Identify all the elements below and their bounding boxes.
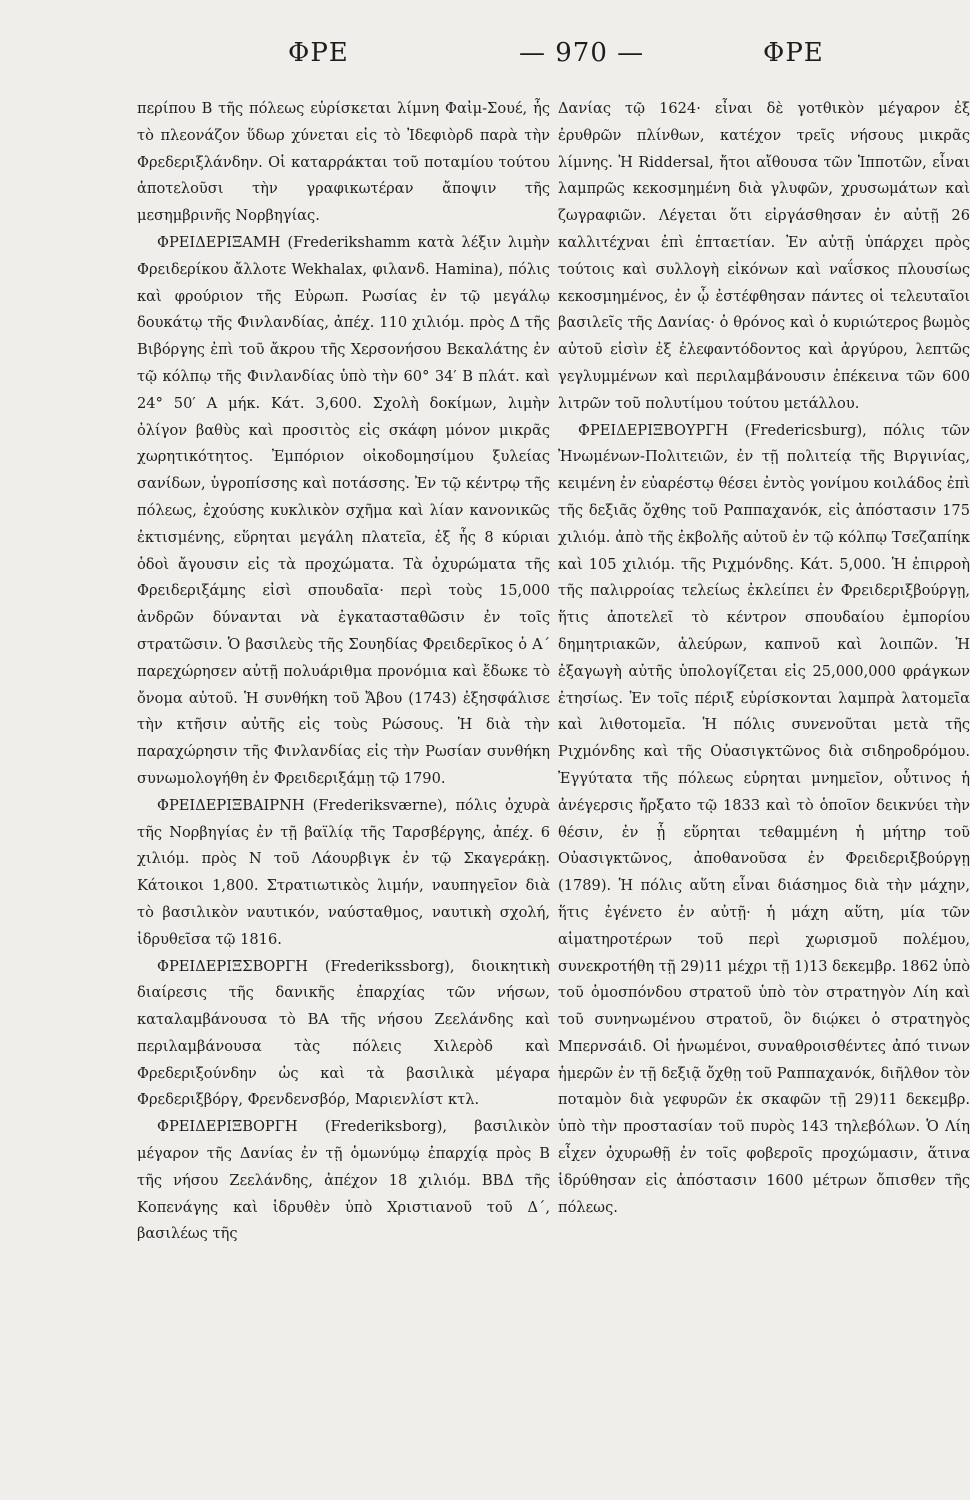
entry-frederiksvaerne: ΦΡΕΙΔΕΡΙΞΒΑΙΡΝΗ (Frederiksværne), πόλις ὀχυρὰ τῆς Νορβηγίας ἐν τῇ βαϊλίᾳ τῆς Ταρσβέργης, ἀπέχ. 6 χιλιόμ. πρὸς Ν τοῦ Λάουρβιγκ ἐν τῷ Σκαγεράκῃ. Κάτοικοι 1,800. Στρατιωτικὸς λιμήν, ναυπηγεῖον διὰ τὸ βασιλικὸν ναυτικόν, ναύσταθμος, ναυτικὴ σχολή, ἱδρυθεῖσα τῷ 1816. bbox=[137, 796, 550, 948]
entry-fredericksburg: ΦΡΕΙΔΕΡΙΞΒΟΥΡΓΗ (Fredericsburg), πόλις τῶν Ἠνωμένων-Πολιτειῶν, ἐν τῇ πολιτείᾳ τῆς Βιργινίας, κειμένη ἐν εὐαρέστῳ θέσει ἐντὸς γονίμου κοιλάδος ἐπὶ τῆς δεξιᾶς ὄχθης τοῦ Ραππαχανόκ, εἰς ἀπόστασιν 175 χιλιόμ. ἀπὸ τῆς ἐκβολῆς αὐτοῦ ἐν τῷ κόλπῳ Τσεζαπίηκ καὶ 105 χιλιόμ. τῆς Ριχμόνδης. Κάτ. 5,000. Ἡ ἐπιρροὴ τῆς παλιρροίας τελείως ἐκλείπει ἐν Φρειδεριξβούργῃ, ἥτις ἀποτελεῖ τὸ κέντρον σπουδαίου ἐμπορίου δημητριακῶν, ἀλεύρων, καπνοῦ καὶ λοιπῶν. Ἡ ἐξαγωγὴ αὐτῆς ὑπολογίζεται εἰς 25,000,000 φράγκων ἐτησίως. Ἐν τοῖς πέριξ εὑρίσκονται λαμπρὰ λατομεῖα καὶ λιθοτομεῖα. Ἡ πόλις συνενοῦται μετὰ τῆς Ριχμόνδης καὶ τῆς Οὐασιγκτῶνος διὰ σιδηροδρόμου. Ἐγγύτατα τῆς πόλεως εὑρηται μνημεῖον, οὗτινος ἡ ἀνέγερσις ἤρξατο τῷ 1833 καὶ τὸ ὁποῖον δεικνύει τὴν θέσιν, ἐν ᾗ εὕρηται τεθαμμένη ἡ μήτηρ τοῦ Οὐασιγκτῶνος, ἀποθανοῦσα ἐν Φρειδεριξβούργῃ (1789). Ἡ πόλις αὕτη εἶναι διάσημος διὰ τὴν μάχην, ἥτις ἐγένετο ἐν αὐτῇ· ἡ μάχη αὕτη, μία τῶν αἱματηροτέρων τοῦ περὶ χωρισμοῦ πολέμου, συνεκροτήθη τῇ 29)11 μέχρι τῇ 1)13 δεκεμβρ. 1862 ὑπὸ τοῦ ὁμοσπόνδου στρατοῦ ὑπὸ τὸν στρατηγὸν Λίη καὶ τοῦ συνηνωμένου στρατοῦ, ὃν διῴκει ὁ στρατηγὸς Μπερνσάιδ. Οἱ ἡνωμένοι, συναθροισθέντες ἀπό τινων ἡμερῶν ἐν τῇ δεξιᾷ ὄχθῃ τοῦ Ραππαχανόκ, διῆλθον τὸν ποταμὸν διὰ γεφυρῶν ἐκ σκαφῶν τῇ 29)11 δεκεμβρ. ὑπὸ τὴν προστασίαν τοῦ πυρὸς 143 τηλεβόλων. Ὁ Λίη εἶχεν ὀχυρωθῇ ἐν τοῖς φοβεροῖς προχώμασιν, ἅτινα ἱδρύθησαν εἰς ἀπόστασιν 1600 μέτρων ὄπισθεν τῆς πόλεως. bbox=[558, 421, 970, 1216]
header-left-guide-word: ΦΡΕ bbox=[288, 38, 349, 68]
entry-continuation: περίπου Β τῆς πόλεως εὑρίσκεται λίμνη Φαἰμ-Σουέ, ἧς τὸ πλεονάζον ὕδωρ χύνεται εἰς τὸ Ἰδεφιὸρδ παρὰ τὴν Φρεδεριξλάνδην. Οἱ καταρράκται τοῦ ποταμίου τούτου ἀποτελοῦσι τὴν γραφικωτέραν ἄποψιν τῆς μεσημβρινῆς Νορβηγίας. bbox=[137, 100, 550, 225]
entry-frederikshamm: ΦΡΕΙΔΕΡΙΞΑΜΗ (Frederikshamm κατὰ λέξιν λιμὴν Φρειδερίκου ἄλλοτε Wekhalax, φιλανδ. Hamina), πόλις καὶ φρούριον τῆς Εὐρωπ. Ρωσίας ἐν τῷ μεγάλῳ δουκάτῳ τῆς Φινλανδίας, ἀπέχ. 110 χιλιόμ. πρὸς Δ τῆς Βιβόργης ἐπὶ τοῦ ἄκρου τῆς Χερσονήσου Βεκαλάτης ἐν τῷ κόλπῳ τῆς Φινλανδίας ὑπὸ τὴν 60° 34′ Β πλάτ. καὶ 24° 50′ Α μήκ. Κάτ. 3,600. Σχολὴ δοκίμων, λιμὴν ὀλίγον βαθὺς καὶ προσιτὸς εἰς σκάφη μόνον μικρᾶς χωρητικότητος. Ἐμπόριον οἰκοδομησίμου ξυλείας σανίδων, ὑγροπίσσης καὶ ποτάσσης. Ἐν τῷ κέντρῳ τῆς πόλεως, ἐχούσης κυκλικὸν σχῆμα καὶ λίαν κανονικῶς ἐκτισμένης, εὕρηται μεγάλη πλατεῖα, ἐξ ἧς 8 κύριαι ὁδοὶ ἄγουσιν εἰς τὰ προχώματα. Τὰ ὀχυρώματα τῆς Φρειδεριξάμης εἰσὶ σπουδαῖα· περὶ τοὺς 15,000 ἀνδρῶν δύνανται νὰ ἐγκατασταθῶσιν ἐν τοῖς στρατῶσιν. Ὁ βασιλεὺς τῆς Σουηδίας Φρειδερῖκος ὁ Α΄ παρεχώρησεν αὐτῇ πολυάριθμα προνόμια καὶ ἔδωκε τὸ ὄνομα αὐτοῦ. Ἡ συνθήκη τοῦ Ἄβου (1743) ἐξησφάλισε τὴν κτῆσιν αὐτῆς εἰς τοὺς Ρώσους. Ἡ διὰ τὴν παραχώρησιν τῆς Φινλανδίας εἰς τὴν Ρωσίαν συνθήκη συνωμολογήθη ἐν Φρειδεριξάμῃ τῷ 1790. bbox=[137, 233, 550, 787]
entry-frederikssborg-district: ΦΡΕΙΔΕΡΙΞΣΒΟΡΓΗ (Frederikssborg), διοικητικὴ διαίρεσις τῆς δανικῆς ἐπαρχίας τῶν νήσων, καταλαμβάνουσα τὸ ΒΑ τῆς νήσου Ζεελάνδης καὶ περιλαμβάνουσα τὰς πόλεις Χιλερὸδ καὶ Φρεδεριξούνδην ὡς καὶ τὰ βασιλικὰ μέγαρα Φρεδεριξβόργ, Φρενδενσβόρ, Μαριενλίστ κτλ. bbox=[137, 957, 550, 1109]
header-right-guide-word: ΦΡΕ bbox=[763, 38, 824, 68]
entry-frederiksborg-continuation: Δανίας τῷ 1624· εἶναι δὲ γοτθικὸν μέγαρον ἐξ ἐρυθρῶν πλίνθων, κατέχον τρεῖς νήσους μικρᾶς λίμνης. Ἡ Riddersal, ἤτοι αἴθουσα τῶν Ἱπποτῶν, εἶναι λαμπρῶς κεκοσμημένη διὰ γλυφῶν, χρυσωμάτων καὶ ζωγραφιῶν. Λέγεται ὅτι εἰργάσθησαν ἐν αὐτῇ 26 καλλιτέχναι ἐπὶ ἑπταετίαν. Ἐν αὐτῇ ὑπάρχει πρὸς τούτοις καὶ συλλογὴ εἰκόνων καὶ ναΐσκος πλουσίως κεκοσμημένος, ἐν ᾧ ἐστέφθησαν πάντες οἱ τελευταῖοι βασιλεῖς τῆς Δανίας· ὁ θρόνος καὶ ὁ κυριώτερος βωμὸς αὐτοῦ εἰσὶν ἐξ ἐλεφαντόδοντος καὶ ἀργύρου, λεπτῶς γεγλυμμένων καὶ περιλαμβάνουσιν ἐπέκεινα τῶν 600 λιτρῶν τοῦ πολυτίμου τούτου μετάλλου. bbox=[558, 100, 970, 412]
running-header bbox=[0, 38, 970, 78]
page-number: — 970 — bbox=[519, 38, 645, 68]
entry-frederiksborg-palace: ΦΡΕΙΔΕΡΙΞΒΟΡΓΗ (Frederiksborg), βασιλικὸν μέγαρον τῆς Δανίας ἐν τῇ ὁμωνύμῳ ἐπαρχίᾳ πρὸς Β τῆς νήσου Ζεελάνδης, ἀπέχον 18 χιλιόμ. ΒΒΔ τῆς Κοπενάγης καὶ ἱδρυθὲν ὑπὸ Χριστιανοῦ τοῦ Δ΄, βασιλέως τῆς bbox=[137, 1118, 550, 1243]
left-column bbox=[137, 96, 550, 1248]
right-column bbox=[558, 96, 970, 1221]
